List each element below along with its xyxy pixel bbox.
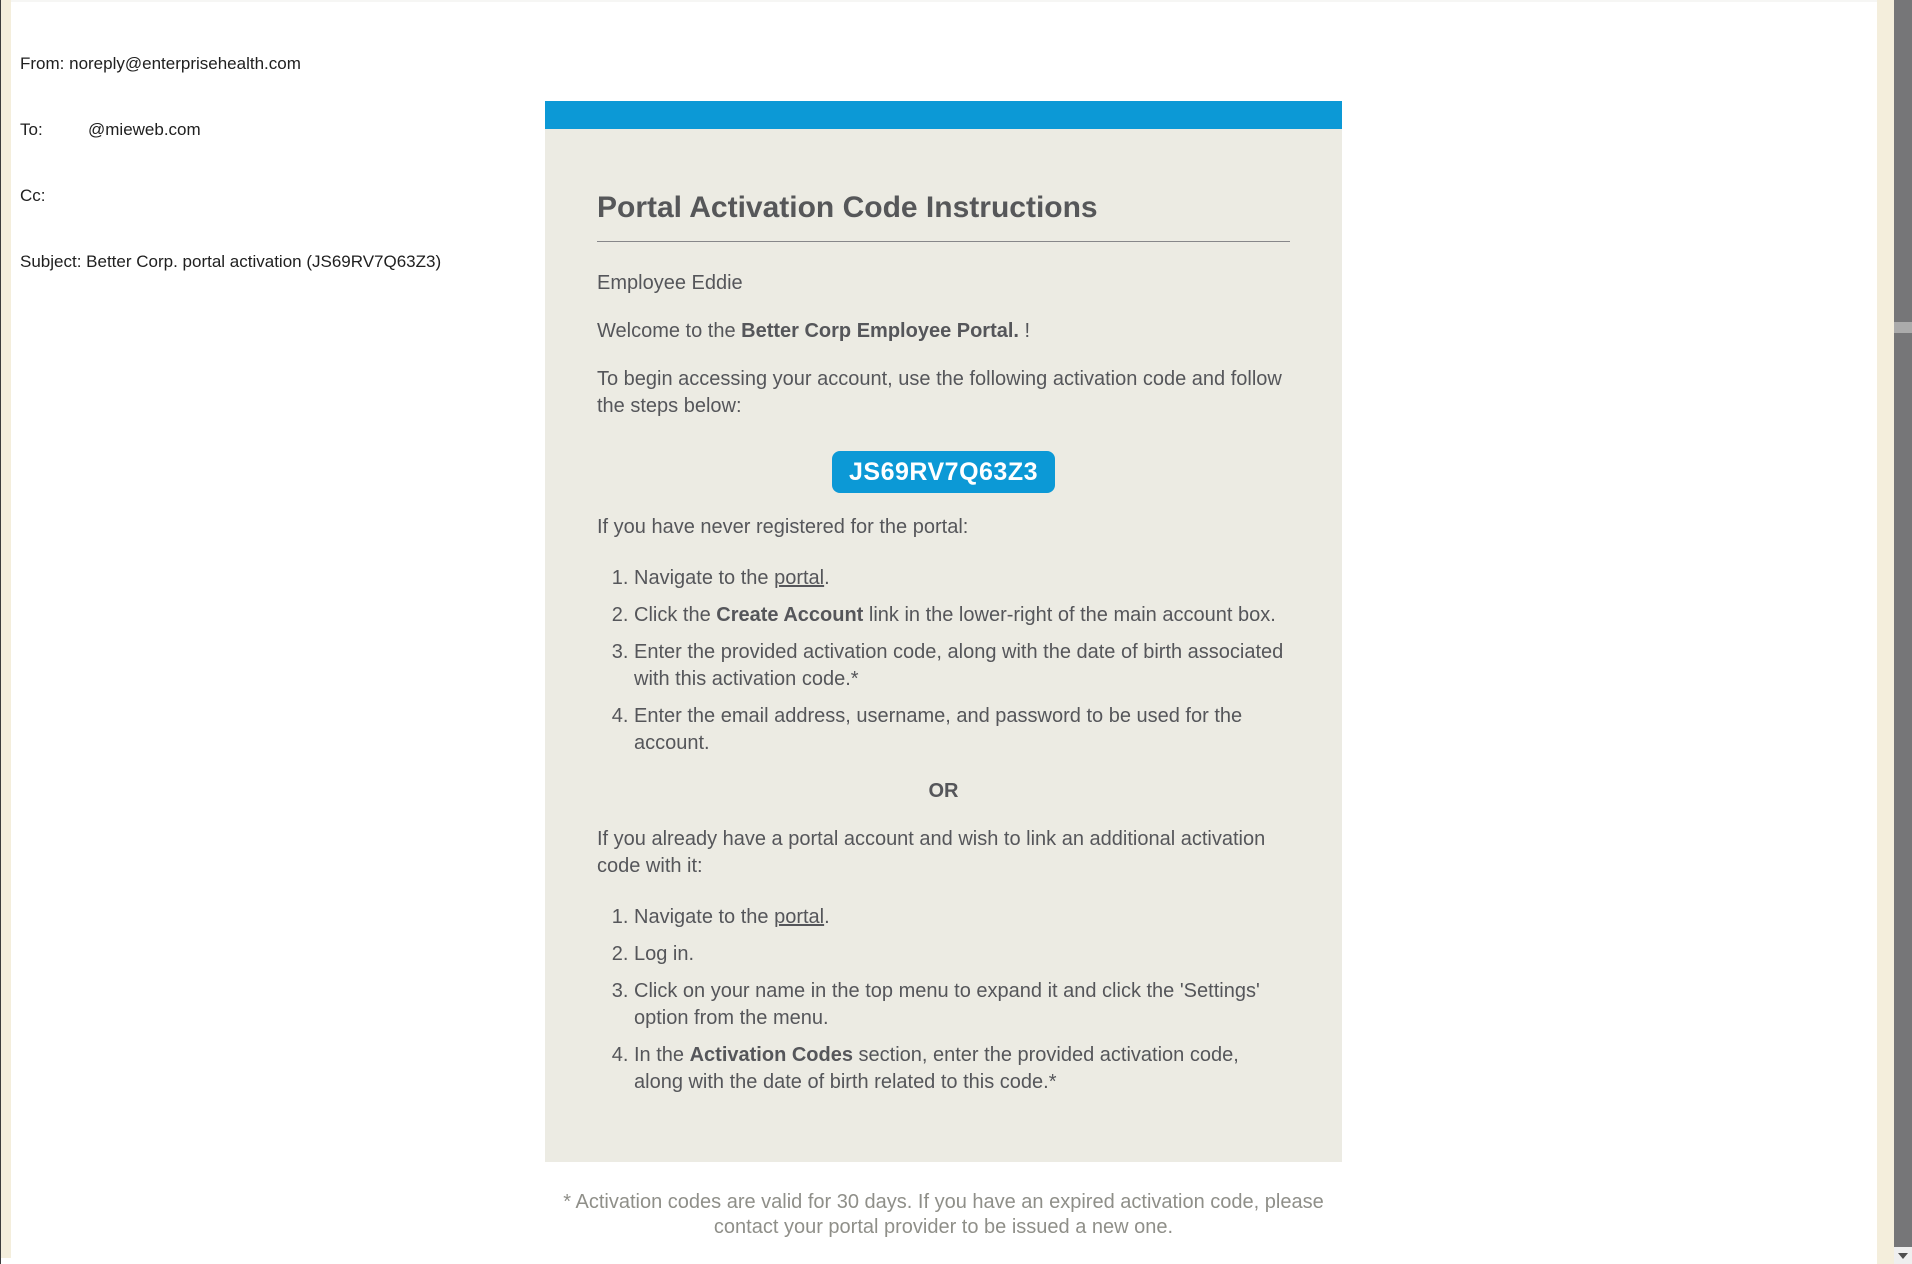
page-top-line (11, 0, 1877, 2)
list-item (634, 978, 1290, 1032)
link-code-steps-list (597, 904, 1290, 1096)
list-item-text: Enter the email address, username, and password to be used for the account. (634, 705, 1243, 754)
welcome-suffix: ! (1018, 320, 1031, 342)
email-to-line (20, 119, 441, 141)
list-item (634, 1042, 1290, 1096)
list-item-text: Click the (634, 604, 717, 626)
greeting-text: Employee Eddie (597, 272, 743, 294)
list-item-text: Navigate to the (634, 567, 775, 589)
email-raw-headers (20, 9, 441, 295)
cc-label: Cc: (20, 186, 46, 205)
list-item-text: link in the lower-right of the main account box. (863, 604, 1276, 626)
list-item-text: Activation Codes (689, 1044, 853, 1066)
list-item (634, 703, 1290, 757)
email-cc-line (20, 185, 441, 207)
list-item (634, 639, 1290, 693)
list-item (634, 602, 1290, 629)
to-label: To: (20, 120, 43, 139)
subject-value: Better Corp. portal activation (JS69RV7Q63Z3) (81, 252, 442, 271)
scrollbar[interactable] (1894, 0, 1912, 1264)
list-item (634, 941, 1290, 968)
list-item-text: section, enter the provided activation code, along with the date of birth related to this code.* (634, 1044, 1239, 1093)
from-value: noreply@enterprisehealth.com (64, 54, 301, 73)
footnote-text: * Activation codes are valid for 30 days. If you have an expired activation code, please contact your portal provider to be issued a new one. (563, 1191, 1324, 1238)
activation-code-badge: JS69RV7Q63Z3 (832, 451, 1055, 493)
welcome-prefix: Welcome to the (597, 320, 742, 342)
list-item-text: . (824, 567, 830, 589)
scrollbar-light-band[interactable] (1894, 322, 1912, 333)
list-item-text: Click on your name in the top menu to expand it and click the 'Settings' option from the menu. (634, 980, 1260, 1029)
email-header-bar (545, 101, 1342, 129)
list-item-text: Enter the provided activation code, along with the date of birth associated with this activation code.* (634, 641, 1284, 690)
to-value: @mieweb.com (88, 120, 201, 139)
list-item (634, 904, 1290, 931)
subject-label: Subject: (20, 252, 82, 271)
section1-heading: If you have never registered for the portal: (597, 516, 969, 538)
page-background-right-strip (1877, 0, 1894, 1264)
chevron-down-icon (1898, 1253, 1908, 1259)
email-from-line (20, 53, 441, 75)
page-title: Portal Activation Code Instructions (597, 191, 1098, 224)
portal-link[interactable]: portal (774, 906, 825, 928)
intro-text: To begin accessing your account, use the following activation code and follow the steps below: (597, 368, 1282, 417)
welcome-portal-name: Better Corp Employee Portal. (741, 320, 1019, 342)
list-item-text: . (824, 906, 830, 928)
portal-link[interactable]: portal (774, 567, 825, 589)
welcome-text (597, 318, 1290, 345)
email-body (545, 101, 1342, 1240)
list-item-text: Log in. (634, 943, 695, 965)
list-item-text: Navigate to the (634, 906, 775, 928)
page-background-left-strip (1, 0, 11, 1258)
scrollbar-down-button[interactable] (1894, 1247, 1912, 1264)
title-divider (597, 241, 1290, 242)
scrollbar-thumb-lower[interactable] (1894, 333, 1912, 1247)
from-label: From: (20, 54, 65, 73)
registration-steps-list (597, 565, 1290, 757)
or-divider-text: OR (928, 780, 959, 802)
list-item-text: In the (634, 1044, 690, 1066)
list-item (634, 565, 1290, 592)
list-item-text: Create Account (716, 604, 864, 626)
activation-code-container (597, 451, 1290, 493)
section2-heading: If you already have a portal account and wish to link an additional activation code with it: (597, 828, 1266, 877)
email-subject-line (20, 251, 441, 273)
scrollbar-thumb-upper[interactable] (1894, 0, 1912, 322)
email-card (545, 129, 1342, 1162)
